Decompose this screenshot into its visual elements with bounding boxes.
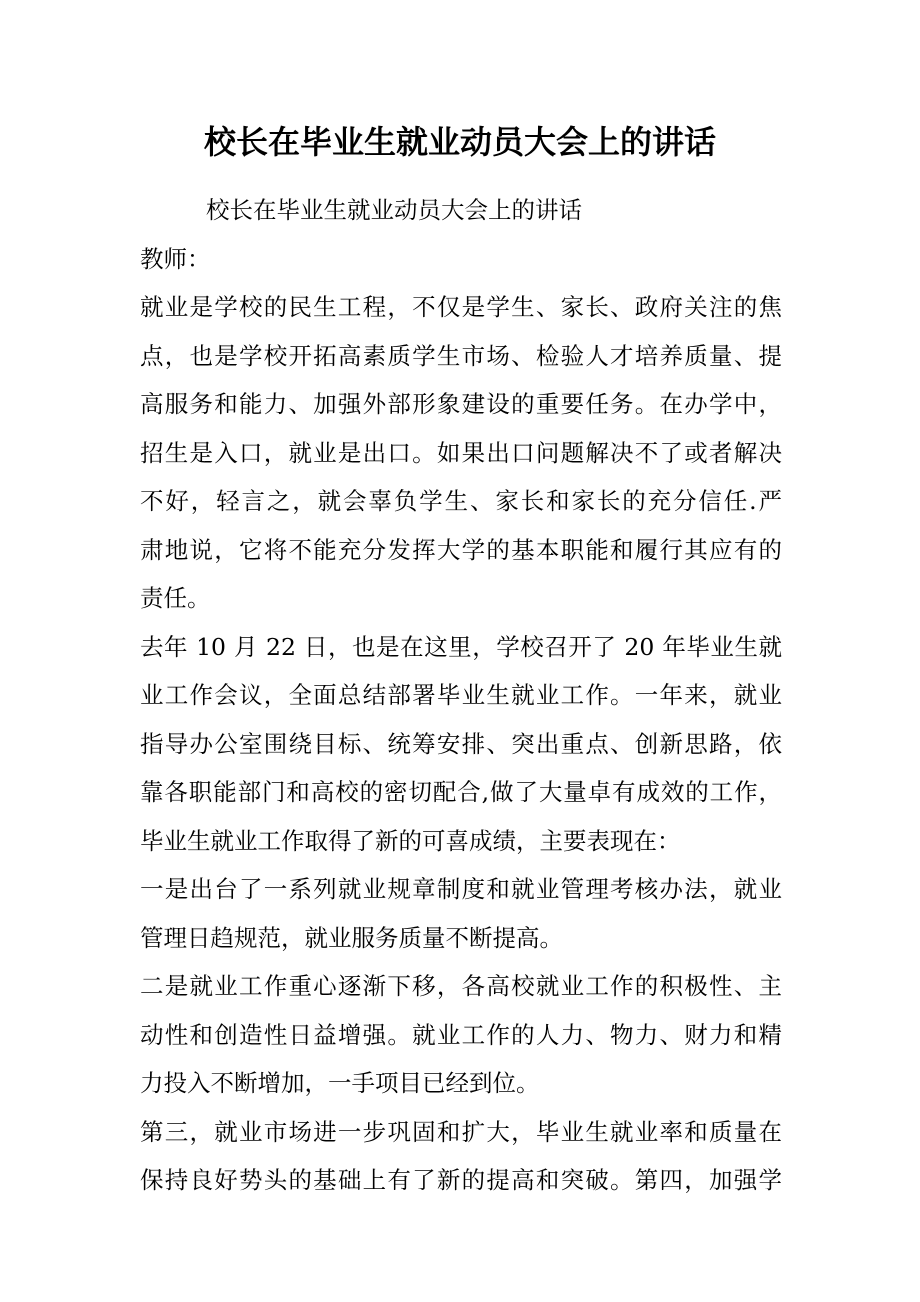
text-line: 不好，轻言之，就会辜负学生、家长和家长的充分信任.严	[140, 487, 782, 515]
text-line: 力投入不断增加，一手项目已经到位。	[140, 1069, 540, 1097]
text-line: 二是就业工作重心逐渐下移，各高校就业工作的积极性、主	[140, 972, 782, 1000]
text-line: 肃地说，它将不能充分发挥大学的基本职能和履行其应有的	[140, 535, 782, 564]
text-line: 毕业生就业工作取得了新的可喜成绩，主要表现在：	[140, 826, 681, 855]
text-line: 业工作会议，全面总结部署毕业生就业工作。一年来，就业	[140, 681, 782, 709]
document-body	[140, 186, 782, 1205]
text-line: 第三，就业市场进一步巩固和扩大，毕业生就业率和质量在	[140, 1117, 782, 1146]
text-line: 点，也是学校开拓高素质学生市场、检验人才培养质量、提	[140, 341, 782, 370]
text-line: 靠各职能部门和高校的密切配合,做了大量卓有成效的工作，	[140, 778, 782, 806]
text-line: 招生是入口，就业是出口。如果出口问题解决不了或者解决	[140, 438, 782, 467]
text-line: 就业是学校的民生工程，不仅是学生、家长、政府关注的焦	[140, 293, 782, 321]
document-title: 校长在毕业生就业动员大会上的讲话	[203, 123, 716, 161]
text-line: 动性和创造性日益增强。就业工作的人力、物力、财力和精	[140, 1020, 782, 1049]
text-line: 高服务和能力、加强外部形象建设的重要任务。在办学中，	[140, 390, 782, 418]
text-line: 教师：	[140, 244, 211, 273]
text-line: 责任。	[140, 584, 211, 612]
text-line: 指导办公室围绕目标、统筹安排、突出重点、创新思路，依	[140, 729, 782, 758]
text-line: 保持良好势头的基础上有了新的提高和突破。第四，加强学	[140, 1166, 782, 1194]
document-subtitle-line: 校长在毕业生就业动员大会上的讲话	[206, 196, 582, 224]
text-line: 管理日趋规范，就业服务质量不断提高。	[140, 923, 563, 952]
text-line: 一是出台了一系列就业规章制度和就业管理考核办法，就业	[140, 875, 782, 903]
text-line: 去年 10 月 22 日，也是在这里，学校召开了 20 年毕业生就	[140, 632, 782, 661]
